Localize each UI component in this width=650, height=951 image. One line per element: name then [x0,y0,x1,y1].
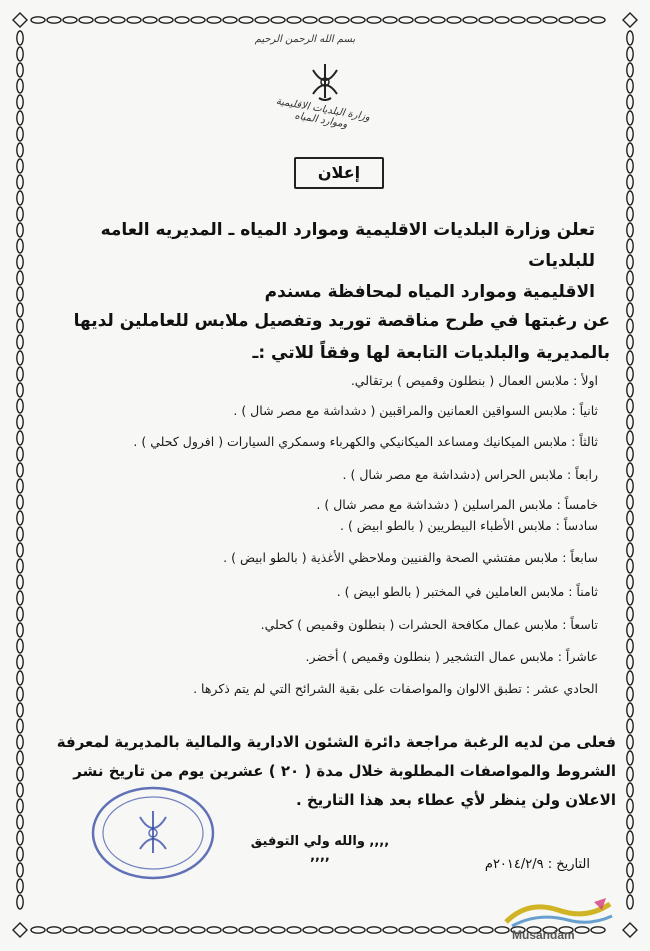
border-link [627,639,633,653]
border-link [255,17,269,23]
border-link [627,79,633,93]
border-link [627,863,633,877]
border-link [47,17,61,23]
border-link [627,735,633,749]
border-link [627,367,633,381]
border-link [17,575,23,589]
border-link [627,415,633,429]
border-link [335,17,349,23]
border-link [627,543,633,557]
border-link [17,79,23,93]
border-link [479,17,493,23]
border-link [63,17,77,23]
list-item: ثامناً : ملابس العاملين في المختبر ( بالطو ابيض ) . [336,584,598,599]
border-link [79,927,93,933]
border-link [17,831,23,845]
border-link [627,287,633,301]
border-link [17,687,23,701]
closing-line: فعلى من لديه الرغبة مراجعة دائرة الشئون الادارية والمالية بالمديرية لمعرفة [56,733,616,751]
border-link [627,207,633,221]
border-link [207,927,221,933]
border-link [17,719,23,733]
list-item: سادساً : ملابس الأطباء البيطريين ( بالطو ابيض ) . [340,518,598,533]
border-link [627,719,633,733]
border-link [79,17,93,23]
border-link [627,95,633,109]
border-link [17,351,23,365]
border-link [319,17,333,23]
border-link [415,927,429,933]
border-link [383,927,397,933]
border-link [627,223,633,237]
border-link [351,927,365,933]
border-link [627,239,633,253]
border-link [627,479,633,493]
border-link [303,17,317,23]
border-link [627,399,633,413]
border-link [627,607,633,621]
border-link [191,927,205,933]
border-link [319,927,333,933]
border-link [17,127,23,141]
border-link [351,17,365,23]
watermark-logo-icon [498,896,618,930]
border-link [17,335,23,349]
border-link [575,17,589,23]
border-link [627,447,633,461]
intro-line: بالمديرية والبلديات التابعة لها وفقاً للاتي :ـ [252,343,610,363]
border-link [627,895,633,909]
border-link [527,17,541,23]
border-link [627,143,633,157]
border-link [17,399,23,413]
border-link [17,319,23,333]
border-link [627,527,633,541]
ministry-signature: وزارة البلديات الاقليمية وموارد المياه [275,95,371,131]
border-link [17,415,23,429]
border-link [627,655,633,669]
border-link [17,527,23,541]
border-link [303,927,317,933]
border-link [543,17,557,23]
border-link [287,927,301,933]
border-link [627,687,633,701]
official-stamp-icon [88,783,218,883]
border-link [223,17,237,23]
border-link [447,927,461,933]
border-link [399,927,413,933]
border-link [627,815,633,829]
list-item: عاشراً : ملابس عمال التشجير ( بنطلون وقميص ) أخضر. [305,649,598,664]
border-link [367,17,381,23]
border-link [627,351,633,365]
border-link [591,17,605,23]
border-link [271,927,285,933]
border-link [463,927,477,933]
border-link [17,159,23,173]
border-link [17,431,23,445]
border-link [627,831,633,845]
border-link [111,17,125,23]
border-link [47,927,61,933]
border-link [17,111,23,125]
border-link [431,927,445,933]
announcement-date: التاريخ : ٢٠١٤/٢/٩م [484,857,590,872]
border-link [31,927,45,933]
border-link [17,767,23,781]
border-link [17,223,23,237]
border-link [223,927,237,933]
border-link [627,175,633,189]
border-link [17,543,23,557]
border-link [17,511,23,525]
border-link [17,207,23,221]
border-link [239,927,253,933]
border-link [17,863,23,877]
border-link [255,927,269,933]
list-item: رابعاً : ملابس الحراس (دشداشة مع مصر شال ) . [342,467,598,482]
border-link [143,17,157,23]
border-link [17,287,23,301]
border-link [17,671,23,685]
closing-line: الاعلان ولن ينظر لأي عطاء بعد هذا التاريخ . [295,791,616,809]
border-link [627,623,633,637]
border-link [627,463,633,477]
border-link [627,127,633,141]
border-link [17,479,23,493]
bismillah-calligraphy: بسم الله الرحمن الرحيم [254,34,356,45]
border-link [627,703,633,717]
border-link [95,927,109,933]
border-link [627,111,633,125]
border-link [383,17,397,23]
announcement-heading [60,215,595,308]
border-link [511,17,525,23]
border-link [111,927,125,933]
border-link [627,591,633,605]
border-link [627,847,633,861]
border-link [559,17,573,23]
border-link [31,17,45,23]
border-link [17,623,23,637]
border-link [627,271,633,285]
border-link [17,799,23,813]
border-link [63,927,77,933]
border-link [479,927,493,933]
border-link [159,17,173,23]
border-link [17,143,23,157]
border-link [17,95,23,109]
border-link [17,591,23,605]
page-title: إعلان [294,157,384,189]
border-link [17,191,23,205]
border-link [335,927,349,933]
border-link [399,17,413,23]
border-link [17,495,23,509]
border-corner [623,13,637,27]
heading-line: تعلن وزارة البلديات الاقليمية وموارد المياه ـ المديريه العامه للبلديات [100,220,595,271]
border-link [17,367,23,381]
border-link [239,17,253,23]
list-item: الحادي عشر : تطبق الالوان والمواصفات على بقية الشرائح التي لم يتم ذكرها . [193,681,598,696]
border-link [627,255,633,269]
border-link [17,63,23,77]
list-item: خامساً : ملابس المراسلين ( دشداشة مع مصر شال ) . [316,497,598,512]
border-link [17,175,23,189]
border-link [17,751,23,765]
border-link [17,703,23,717]
border-corner [13,923,27,937]
border-link [627,783,633,797]
border-link [127,927,141,933]
border-link [17,847,23,861]
list-item: تاسعاً : ملابس عمال مكافحة الحشرات ( بنطلون وقميص ) كحلي. [260,617,598,632]
border-link [17,447,23,461]
border-link [627,575,633,589]
border-link [17,879,23,893]
border-link [17,31,23,45]
border-link [175,17,189,23]
border-link [627,879,633,893]
oman-emblem-icon [305,60,345,104]
border-link [495,17,509,23]
border-link [143,927,157,933]
border-link [431,17,445,23]
list-item: ثالثاً : ملابس الميكانيك ومساعد الميكانيكي والكهرباء وسمكري السيارات ( افرول كحلي ) . [133,434,598,449]
border-link [17,463,23,477]
border-link [17,895,23,909]
border-link [627,495,633,509]
list-item: ثانياً : ملابس السواقين العمانين والمراقبين ( دشداشة مع مصر شال ) . [233,403,598,418]
border-link [17,255,23,269]
border-link [627,319,633,333]
border-link [17,607,23,621]
intro-line: عن رغبتها في طرح مناقصة توريد وتفصيل ملابس للعاملين لديها [73,311,610,331]
border-link [287,17,301,23]
border-link [159,927,173,933]
border-link [627,751,633,765]
border-link [627,191,633,205]
border-link [447,17,461,23]
tender-intro [50,305,610,369]
border-link [271,17,285,23]
border-link [17,783,23,797]
border-link [175,927,189,933]
border-link [627,799,633,813]
border-link [627,767,633,781]
border-link [17,303,23,317]
border-link [627,383,633,397]
border-link [17,271,23,285]
border-corner [13,13,27,27]
border-link [17,735,23,749]
border-link [17,383,23,397]
border-link [627,63,633,77]
border-link [367,927,381,933]
closing-wish: ,,,, والله ولي التوفيق ,,,, [250,834,390,864]
list-item: سابعاً : ملابس مفتشي الصحة والفنيين وملاحظي الأغذية ( بالطو ابيض ) . [223,550,598,565]
border-link [191,17,205,23]
border-link [463,17,477,23]
border-link [627,671,633,685]
border-link [17,239,23,253]
closing-line: الشروط والمواصفات المطلوبة خلال مدة ( ٢٠ ) عشرين يوم من تاريخ نشر [73,762,616,780]
heading-line: الاقليمية وموارد المياه لمحافظة مسندم [264,282,595,302]
border-link [415,17,429,23]
border-link [627,431,633,445]
border-corner [623,923,637,937]
border-link [627,559,633,573]
border-link [127,17,141,23]
border-link [95,17,109,23]
border-link [17,655,23,669]
border-link [17,47,23,61]
border-link [627,511,633,525]
border-link [627,303,633,317]
watermark-label: Musandam [512,928,575,942]
border-link [627,159,633,173]
border-link [627,31,633,45]
border-link [207,17,221,23]
border-link [627,335,633,349]
list-item: اولأ : ملابس العمال ( بنطلون وقميص ) برتقالي. [350,373,598,388]
border-link [17,639,23,653]
border-link [17,815,23,829]
border-link [17,559,23,573]
border-link [627,47,633,61]
